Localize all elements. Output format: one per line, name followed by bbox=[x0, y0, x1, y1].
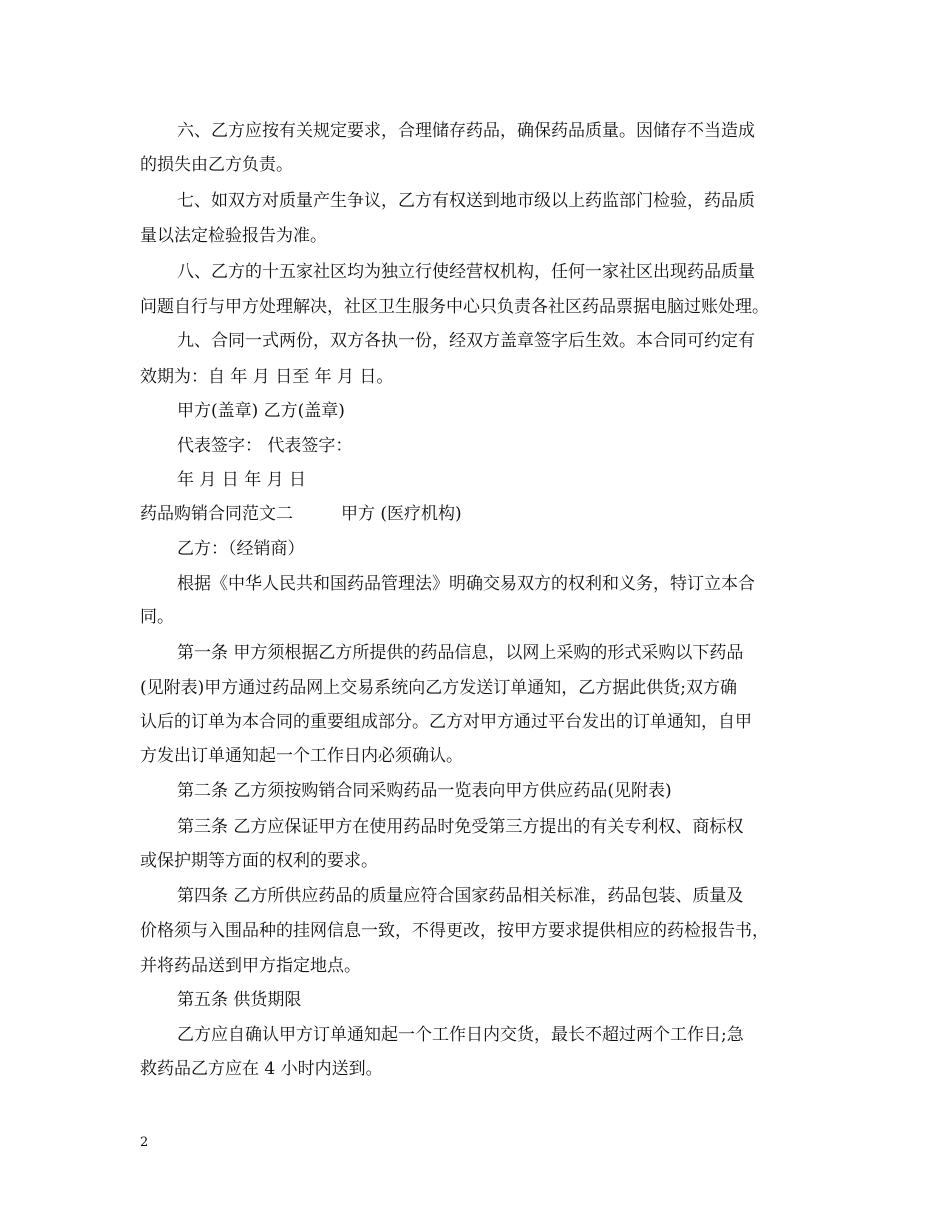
contract-heading-line bbox=[140, 503, 840, 525]
signature-date-line: 年 月 日 年 月 日 bbox=[177, 470, 307, 490]
text-line: 七、如双方对质量产生争议，乙方有权送到地市级以上药监部门检验，药品质 bbox=[177, 191, 755, 211]
text-line: 第四条 乙方所供应药品的质量应符合国家药品相关标准，药品包装、质量及 bbox=[177, 886, 744, 906]
text-line: 第三条 乙方应保证甲方在使用药品时免受第三方提出的有关专利权、商标权 bbox=[177, 817, 744, 837]
signature-representatives-line: 代表签字： 代表签字： bbox=[177, 436, 353, 456]
text-line: 并将药品送到甲方指定地点。 bbox=[140, 956, 361, 976]
text-line: 认后的订单为本合同的重要组成部分。乙方对甲方通过平台发出的订单通知，自甲 bbox=[140, 712, 752, 732]
text-line: 价格须与入围品种的挂网信息一致，不得更改，按甲方要求提供相应的药检报告书， bbox=[140, 921, 769, 941]
text-line: 九、合同一式两份，双方各执一份，经双方盖章签字后生效。本合同可约定有 bbox=[177, 331, 755, 351]
party-b-label: 乙方：（经销商） bbox=[177, 539, 305, 559]
text-line: 的损失由乙方负责。 bbox=[140, 155, 293, 175]
text-line: 六、乙方应按有关规定要求，合理储存药品，确保药品质量。因储存不当造成 bbox=[177, 121, 755, 141]
contract-title: 药品购销合同范文二 bbox=[140, 504, 293, 524]
text-line: 八、乙方的十五家社区均为独立行使经营权机构，任何一家社区出现药品质量 bbox=[177, 262, 755, 282]
text-line: (见附表)甲方通过药品网上交易系统向乙方发送订单通知，乙方据此供货;双方确 bbox=[140, 678, 737, 698]
text-line: 乙方应自确认甲方订单通知起一个工作日内交货，最长不超过两个工作日;急 bbox=[177, 1025, 744, 1045]
text-line: 量以法定检验报告为准。 bbox=[140, 226, 327, 246]
party-a-label: 甲方 (医疗机构) bbox=[341, 504, 462, 524]
text-line: 根据《中华人民共和国药品管理法》明确交易双方的权利和义务，特订立本合 bbox=[177, 574, 755, 594]
text-line: 问题自行与甲方处理解决，社区卫生服务中心只负责各社区药品票据电脑过账处理。 bbox=[140, 297, 769, 317]
text-line: 效期为：自 年 月 日至 年 月 日。 bbox=[140, 367, 394, 387]
signature-parties-line: 甲方(盖章) 乙方(盖章) bbox=[177, 401, 345, 421]
text-line: 同。 bbox=[140, 607, 174, 627]
text-line: 方发出订单通知起一个工作日内必须确认。 bbox=[140, 746, 463, 766]
text-line: 救药品乙方应在 4 小时内送到。 bbox=[140, 1059, 383, 1079]
text-line: 第一条 甲方须根据乙方所提供的药品信息，以网上采购的形式采购以下药品 bbox=[177, 643, 744, 663]
page-number: 2 bbox=[140, 1135, 149, 1150]
text-line: 第五条 供货期限 bbox=[177, 990, 302, 1010]
text-line: 或保护期等方面的权利的要求。 bbox=[140, 851, 378, 871]
text-line: 第二条 乙方须按购销合同采购药品一览表向甲方供应药品(见附表) bbox=[177, 781, 672, 801]
